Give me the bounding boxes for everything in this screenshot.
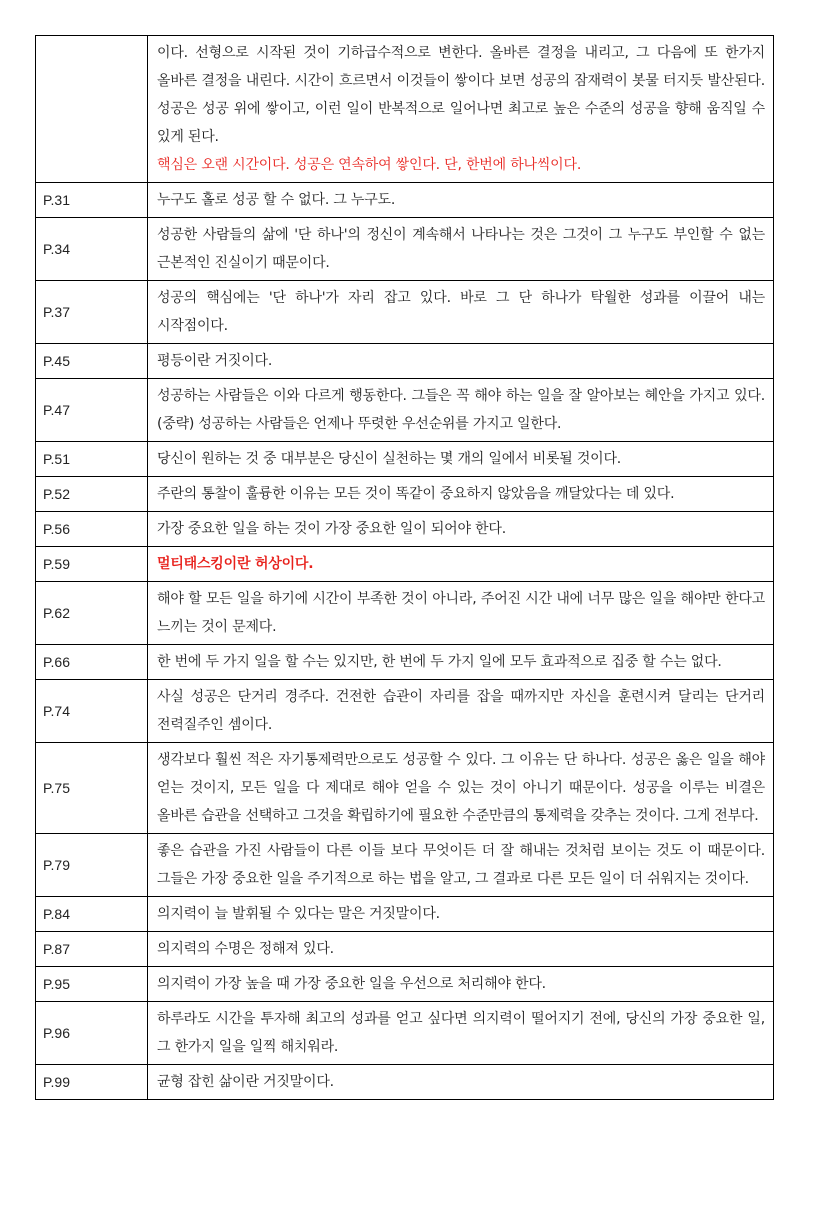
quote-cell xyxy=(148,281,774,344)
quote-text: 좋은 습관을 가진 사람들이 다른 이들 보다 무엇이든 더 잘 해내는 것처럼 보이는 것도 이 때문이다. 그들은 가장 중요한 일을 주기적으로 하는 법을 알고, 그 결과로 다른 모든 일이 더 쉬워지는 것이다. xyxy=(157,843,765,887)
quote-text: 의지력이 가장 높을 때 가장 중요한 일을 우선으로 처리해야 한다. xyxy=(157,976,546,992)
table-row xyxy=(36,680,774,743)
page-number-cell: P.84 xyxy=(36,897,148,932)
page-number-cell: P.62 xyxy=(36,582,148,645)
quote-text: 주란의 통찰이 훌륭한 이유는 모든 것이 똑같이 중요하지 않았음을 깨달았다는 데 있다. xyxy=(157,486,675,502)
quote-cell xyxy=(148,932,774,967)
quote-text: 사실 성공은 단거리 경주다. 건전한 습관이 자리를 잡을 때까지만 자신을 훈련시켜 달리는 단거리 전력질주인 셈이다. xyxy=(157,689,765,733)
table-row xyxy=(36,218,774,281)
table-row xyxy=(36,582,774,645)
quote-cell xyxy=(148,379,774,442)
highlight-text: 핵심은 오랜 시간이다. 성공은 연속하여 쌓인다. 단, 한번에 하나씩이다. xyxy=(157,157,582,173)
quote-table xyxy=(35,35,774,1100)
page-number-cell xyxy=(36,36,148,183)
quote-cell xyxy=(148,512,774,547)
page-number-cell: P.31 xyxy=(36,183,148,218)
table-row xyxy=(36,344,774,379)
page-number-cell: P.45 xyxy=(36,344,148,379)
table-row xyxy=(36,967,774,1002)
quote-cell xyxy=(148,897,774,932)
table-row xyxy=(36,442,774,477)
page-number-cell: P.74 xyxy=(36,680,148,743)
quote-cell xyxy=(148,344,774,379)
page-number-cell: P.37 xyxy=(36,281,148,344)
quote-text: 멀티태스킹이란 허상이다. xyxy=(157,556,314,572)
quote-text: 생각보다 훨씬 적은 자기통제력만으로도 성공할 수 있다. 그 이유는 단 하나다. 성공은 옳은 일을 해야 얻는 것이지, 모든 일을 다 제대로 해야 얻을 수 있는 것이 아니기 때문이다. 성공을 이루는 비결은 올바른 습관을 선택하고 그것을 확립하기에 필요한 수준만큼의 통제력을 갖추는 것이다. 그게 전부다. xyxy=(157,752,765,824)
page-number-cell: P.87 xyxy=(36,932,148,967)
quote-text: 해야 할 모든 일을 하기에 시간이 부족한 것이 아니라, 주어진 시간 내에 너무 많은 일을 해야만 한다고 느끼는 것이 문제다. xyxy=(157,591,765,635)
quote-text: 누구도 홀로 성공 할 수 없다. 그 누구도. xyxy=(157,192,396,208)
page-number-cell: P.51 xyxy=(36,442,148,477)
table-row xyxy=(36,379,774,442)
table-row xyxy=(36,743,774,834)
quote-cell xyxy=(148,183,774,218)
quote-cell xyxy=(148,442,774,477)
quote-cell xyxy=(148,547,774,582)
page-number-cell: P.59 xyxy=(36,547,148,582)
quote-text: 하루라도 시간을 투자해 최고의 성과를 얻고 싶다면 의지력이 떨어지기 전에, 당신의 가장 중요한 일, 그 한가지 일을 일찍 해치워라. xyxy=(157,1011,765,1055)
quote-text: 한 번에 두 가지 일을 할 수는 있지만, 한 번에 두 가지 일에 모두 효과적으로 집중 할 수는 없다. xyxy=(157,654,722,670)
quote-cell xyxy=(148,218,774,281)
table-row xyxy=(36,36,774,183)
table-row xyxy=(36,547,774,582)
table-row xyxy=(36,1002,774,1065)
quote-text: 성공한 사람들의 삶에 '단 하나'의 정신이 계속해서 나타나는 것은 그것이 그 누구도 부인할 수 없는 근본적인 진실이기 때문이다. xyxy=(157,227,765,271)
quote-cell xyxy=(148,834,774,897)
table-row xyxy=(36,645,774,680)
page-number-cell: P.95 xyxy=(36,967,148,1002)
quote-text: 균형 잡힌 삶이란 거짓말이다. xyxy=(157,1074,334,1090)
page-number-cell: P.34 xyxy=(36,218,148,281)
quote-cell xyxy=(148,36,774,183)
quote-cell xyxy=(148,582,774,645)
quote-cell xyxy=(148,967,774,1002)
table-row xyxy=(36,834,774,897)
page-number-cell: P.66 xyxy=(36,645,148,680)
page-number-cell: P.75 xyxy=(36,743,148,834)
quote-text: 당신이 원하는 것 중 대부분은 당신이 실천하는 몇 개의 일에서 비롯될 것이다. xyxy=(157,451,622,467)
table-row xyxy=(36,477,774,512)
quote-cell xyxy=(148,680,774,743)
table-row xyxy=(36,1065,774,1100)
table-row xyxy=(36,183,774,218)
quote-text: 성공의 핵심에는 '단 하나'가 자리 잡고 있다. 바로 그 단 하나가 탁월한 성과를 이끌어 내는 시작점이다. xyxy=(157,290,765,334)
quote-text: 성공하는 사람들은 이와 다르게 행동한다. 그들은 꼭 해야 하는 일을 잘 알아보는 혜안을 가지고 있다. (중략) 성공하는 사람들은 언제나 뚜렷한 우선순위를 가지고 일한다. xyxy=(157,388,765,432)
quote-cell xyxy=(148,477,774,512)
table-row xyxy=(36,512,774,547)
table-row xyxy=(36,897,774,932)
page-number-cell: P.47 xyxy=(36,379,148,442)
table-row xyxy=(36,281,774,344)
quote-text: 평등이란 거짓이다. xyxy=(157,353,273,369)
page-number-cell: P.56 xyxy=(36,512,148,547)
quote-text: 가장 중요한 일을 하는 것이 가장 중요한 일이 되어야 한다. xyxy=(157,521,506,537)
page-number-cell: P.96 xyxy=(36,1002,148,1065)
page-number-cell: P.52 xyxy=(36,477,148,512)
quote-text: 의지력의 수명은 정해져 있다. xyxy=(157,941,334,957)
page-number-cell: P.99 xyxy=(36,1065,148,1100)
quote-text: 이다. 선형으로 시작된 것이 기하급수적으로 변한다. 올바른 결정을 내리고, 그 다음에 또 한가지 올바른 결정을 내린다. 시간이 흐르면서 이것들이 쌓이다 보면 성공의 잠재력이 봇물 터지듯 발산된다. 성공은 성공 위에 쌓이고, 이런 일이 반복적으로 일어나면 최고로 높은 수준의 성공을 향해 움직일 수 있게 된다. xyxy=(157,45,765,145)
table-row xyxy=(36,932,774,967)
quote-cell xyxy=(148,1065,774,1100)
quote-cell xyxy=(148,1002,774,1065)
quote-text: 의지력이 늘 발휘될 수 있다는 말은 거짓말이다. xyxy=(157,906,440,922)
quote-cell xyxy=(148,743,774,834)
page-number-cell: P.79 xyxy=(36,834,148,897)
quote-table-body xyxy=(36,36,774,1100)
quote-cell xyxy=(148,645,774,680)
